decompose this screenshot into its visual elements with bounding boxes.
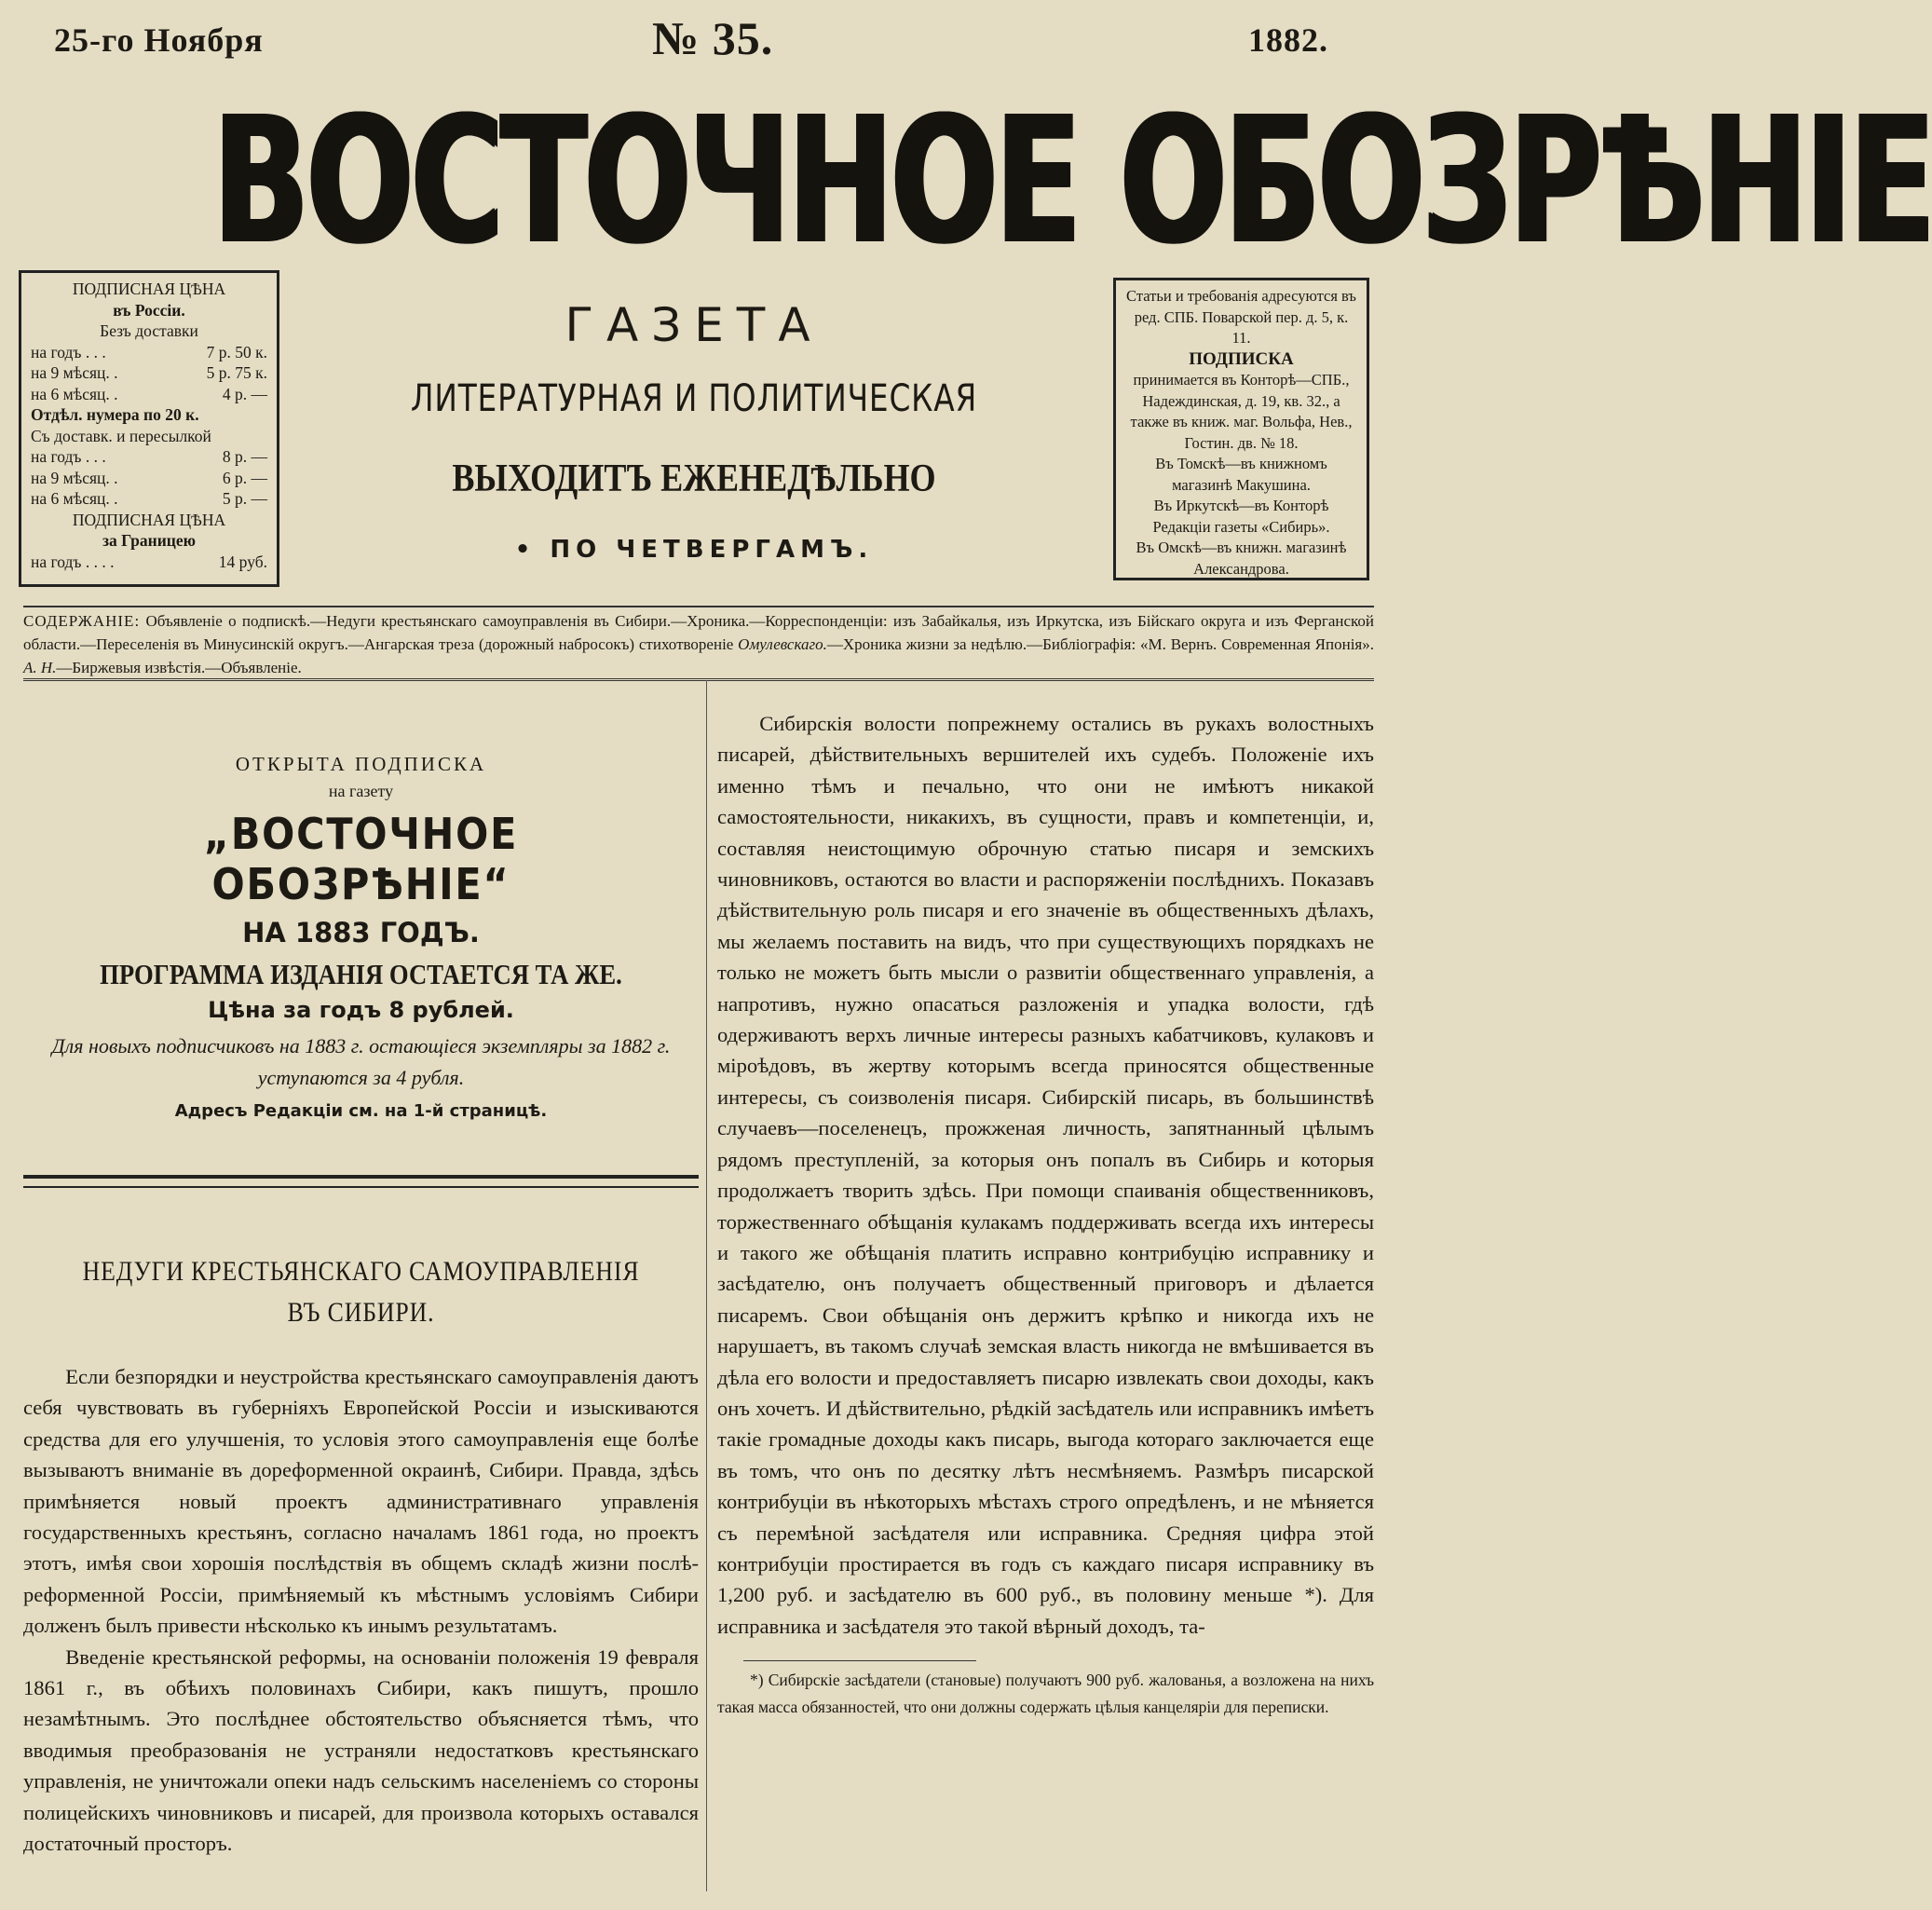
footnote: *) Сибирскіе засѣдатели (становые) получаютъ 900 руб. жалованья, а возложена на нихъ такая масса обязанностей, что они должны содержать цѣлыя канцеляріи для переписки. xyxy=(717,1671,1374,1717)
price-value: 5 р. — xyxy=(222,489,267,508)
issue-year: 1882. xyxy=(1248,21,1328,59)
price-row xyxy=(31,552,267,573)
announcement-na: на газету xyxy=(328,782,394,800)
article-title xyxy=(71,1251,652,1333)
price-with-delivery: Съ доставк. и пересылкой xyxy=(31,426,211,445)
price-value: 6 р. — xyxy=(222,468,267,487)
announcement-note: Для новыхъ подписчиковъ на 1883 г. остающіеся экземпляры за 1882 г. уступаются за 4 рубля. xyxy=(51,1034,671,1089)
contents-author: А. Н. xyxy=(23,659,57,676)
table-of-contents xyxy=(23,606,1374,679)
announcement-program: ПРОГРАММА ИЗДАНІЯ ОСТАЕТСЯ ТА ЖЕ. xyxy=(100,958,622,990)
article-paragraph: Сибирскія волости попрежнему остались въ рукахъ волостныхъ писарей, дѣйствительныхъ вершителей ихъ судебъ. Положеніе ихъ именно тѣмъ и печально, что они не имѣютъ никакой самостоятельности, никакихъ, въ сущности, правъ и компетенціи, и, составляя неистощимую оброчную статью писаря и земскихъ чиновниковъ, остаются во власти и распоряженіи послѣднихъ. Показавъ дѣйствительную роль писаря и его значеніе въ общественныхъ дѣлахъ, мы желаемъ поставить на видъ, что при существующихъ порядкахъ не только не можетъ быть мысли о развитіи общественнаго управленія, а напротивъ, нужно опасаться разложенія и упадка волости, гдѣ одерживаютъ верхъ личные интересы разныхъ кабатчиковъ, кулаковъ и міроѣдовъ, въ жертву которымъ всегда приносятся общественные интересы, съ соизволенія писаря. Сибирскій писарь, въ большинствѣ случаевъ—поселенецъ, прожженая личность, запятнанный цѣлымъ рядомъ преступленій, за которыя онъ попалъ въ Сибирь и которыя продолжаетъ творить здѣсь. При помощи спаиванія общественниковъ, торжественнаго обѣщанія кулакамъ поддерживать всегда ихъ интересы и такого же обѣщанія платить исправно контрибуцію исправнику и засѣдателю, онъ получаетъ общественный приговоръ и дѣлается писаремъ. Свои обѣщанія онъ держитъ крѣпко и никогда ихъ не нарушаетъ, въ такомъ случаѣ земская власть никогда не вмѣшивается въ дѣла его волости и предоставляетъ писарю извлекать свои доходы, какъ онъ хочетъ. И дѣйствительно, рѣдкій засѣдатель или исправникъ имѣетъ такіе громадные доходы какъ писарь, выгода котораго заключается еще въ томъ, что онъ по десятку лѣтъ несмѣняемъ. Размѣръ писарской контрибуціи въ нѣкоторыхъ мѣстахъ строго опредѣленъ, и не мѣняется съ перемѣной засѣдателя или исправника. Средняя цифра этой контрибуціи простирается въ годъ съ каждаго писаря исправнику въ 1,200 руб. и засѣдателю въ 600 руб., въ половину меньше *). Для исправника и засѣдателя это такой вѣрный доходъ, та- xyxy=(717,712,1374,1638)
price-period: на 6 мѣсяц. . xyxy=(31,489,118,508)
price-value: 7 р. 50 к. xyxy=(206,342,267,362)
contents-label: СОДЕРЖАНІЕ: xyxy=(23,612,141,630)
price-value: 4 р. — xyxy=(222,384,267,403)
article-paragraph: Если безпорядки и неустройства крестьянскаго самоуправленія даютъ себя чувствовать въ губерніяхъ Европейской Россіи и изыскиваются средства для его улучшенія, то условія этого самоуправленія еще болѣе вызываютъ вниманіе въ дореформенной окраинѣ, Сибири. Правда, здѣсь примѣняется новый проектъ административнаго управленія государственныхъ крестьянъ, согласно началамъ 1861 года, но проектъ этотъ, имѣя свои хорошія послѣдствія въ общемъ складѣ жизни послѣ-реформенной Россіи, примѣняемый къ мѣстнымъ условіямъ Сибири долженъ былъ привести нѣсколько къ инымъ результатамъ. xyxy=(23,1365,699,1638)
subscription-price-box xyxy=(19,270,279,587)
price-period: на 9 мѣсяц. . xyxy=(31,468,118,487)
price-row xyxy=(31,342,267,363)
masthead-title: ВОСТОЧНОЕ ОБОЗРѢНІЕ xyxy=(212,79,1932,283)
announcement-year: НА 1883 ГОДЪ. xyxy=(242,917,480,948)
contents-text: —Хроника жизни за недѣлю.—Библіографія: «М. Вернъ. Современная Японія». xyxy=(826,635,1374,653)
gazeta-label: ГАЗЕТА xyxy=(565,298,823,352)
price-period: на годъ . . . . xyxy=(31,552,115,571)
price-period: на годъ . . . xyxy=(31,342,106,362)
subscription-announcement xyxy=(23,753,699,1121)
price-abroad-title: ПОДПИСНАЯ ЦѢНА xyxy=(72,510,226,529)
price-value: 5 р. 75 к. xyxy=(206,363,267,382)
address-line: Въ Омскѣ—въ книжн. магазинѣ Александрова. xyxy=(1136,539,1347,578)
address-box xyxy=(1113,278,1369,580)
issue-date: 25-го Ноября xyxy=(54,21,264,59)
address-line: принимается въ Конторѣ—СПБ., Надеждинская, д. 19, кв. 32., а также въ книж. маг. Вольфа, Нев., Гостин. дв. № 18. xyxy=(1130,371,1353,452)
section-divider xyxy=(23,1175,699,1188)
contents-text: Объявленіе о подпискѣ.—Недуги крестьянскаго самоуправленія въ Сибири.—Хроника.—Корреспонденціи: изъ Забайкалья, изъ Иркутска, изъ Бійскаго округа и изъ Ферганской области.—Переселенія въ Минусинскій округъ.—Ангарская треза (дорожный набросокъ) стихотвореніе xyxy=(23,612,1375,653)
article-paragraph: Введеніе крестьянской реформы, на основаніи положенія 19 февраля 1861 г., въ обѣихъ половинахъ Сибири, какъ пишутъ, прошло незамѣтнымъ. Это послѣднее обстоятельство объясняется тѣмъ, что вводимыя преобразованія не устраняли недостатковъ крестьянскаго управленія, не уничтожали опеки надъ сельскимъ населеніемъ со стороны полицейскихъ чиновниковъ и писарей, для произвола которыхъ оставался достаточный просторъ. xyxy=(23,1644,699,1856)
right-column xyxy=(717,708,1374,1721)
price-row xyxy=(31,362,267,384)
price-period: на 9 мѣсяц. . xyxy=(31,363,118,382)
price-period: на 6 мѣсяц. . xyxy=(31,384,118,403)
article-title-line: ВЪ СИБИРИ. xyxy=(287,1297,435,1328)
announcement-price: Цѣна за годъ 8 рублей. xyxy=(208,997,514,1023)
price-region: въ Россіи. xyxy=(113,300,185,320)
contents-divider xyxy=(23,678,1374,681)
article-title-line: НЕДУГИ КРЕСТЬЯНСКАГО САМОУПРАВЛЕНІЯ xyxy=(82,1256,640,1287)
footnote-divider xyxy=(743,1660,976,1661)
thursdays-label: • ПО ЧЕТВЕРГАМЪ. xyxy=(514,536,874,564)
price-value: 8 р. — xyxy=(222,447,267,466)
announcement-title: „ВОСТОЧНОЕ ОБОЗРѢНІЕ“ xyxy=(203,809,519,909)
price-row xyxy=(31,488,267,510)
price-row xyxy=(31,468,267,489)
price-single-issue: Отдѣл. нумера по 20 к. xyxy=(31,405,199,424)
left-column xyxy=(23,708,699,1860)
address-line: Въ Иркутскѣ—въ Конторѣ Редакціи газеты «Сибирь». xyxy=(1152,497,1330,536)
issue-number: № 35. xyxy=(652,12,774,64)
price-row xyxy=(31,446,267,468)
column-divider xyxy=(706,680,707,1891)
address-line: Статьи и требованія адресуются въ ред. СПБ. Поварской пер. д. 5, к. 11. xyxy=(1126,287,1356,347)
price-row xyxy=(31,384,267,405)
price-no-delivery: Безъ доставки xyxy=(100,321,198,340)
contents-author: Омулевскаго. xyxy=(738,635,827,653)
announcement-address: Адресъ Редакціи см. на 1-й страницѣ. xyxy=(174,1101,548,1121)
address-line: Въ Томскѣ—въ книжномъ магазинѣ Макушина. xyxy=(1155,455,1327,494)
price-value: 14 руб. xyxy=(218,552,267,571)
weekly-label: ВЫХОДИТЪ ЕЖЕНЕДѢЛЬНО xyxy=(452,457,936,500)
subtitle: ЛИТЕРАТУРНАЯ И ПОЛИТИЧЕСКАЯ xyxy=(410,377,978,420)
address-title: ПОДПИСКА xyxy=(1189,348,1294,369)
announcement-open: ОТКРЫТА ПОДПИСКА xyxy=(235,753,487,775)
contents-text: —Биржевыя извѣстія.—Объявленіе. xyxy=(56,659,302,676)
price-period: на годъ . . . xyxy=(31,447,106,466)
price-title: ПОДПИСНАЯ ЦѢНА xyxy=(72,280,226,298)
price-abroad: за Границею xyxy=(102,531,197,550)
